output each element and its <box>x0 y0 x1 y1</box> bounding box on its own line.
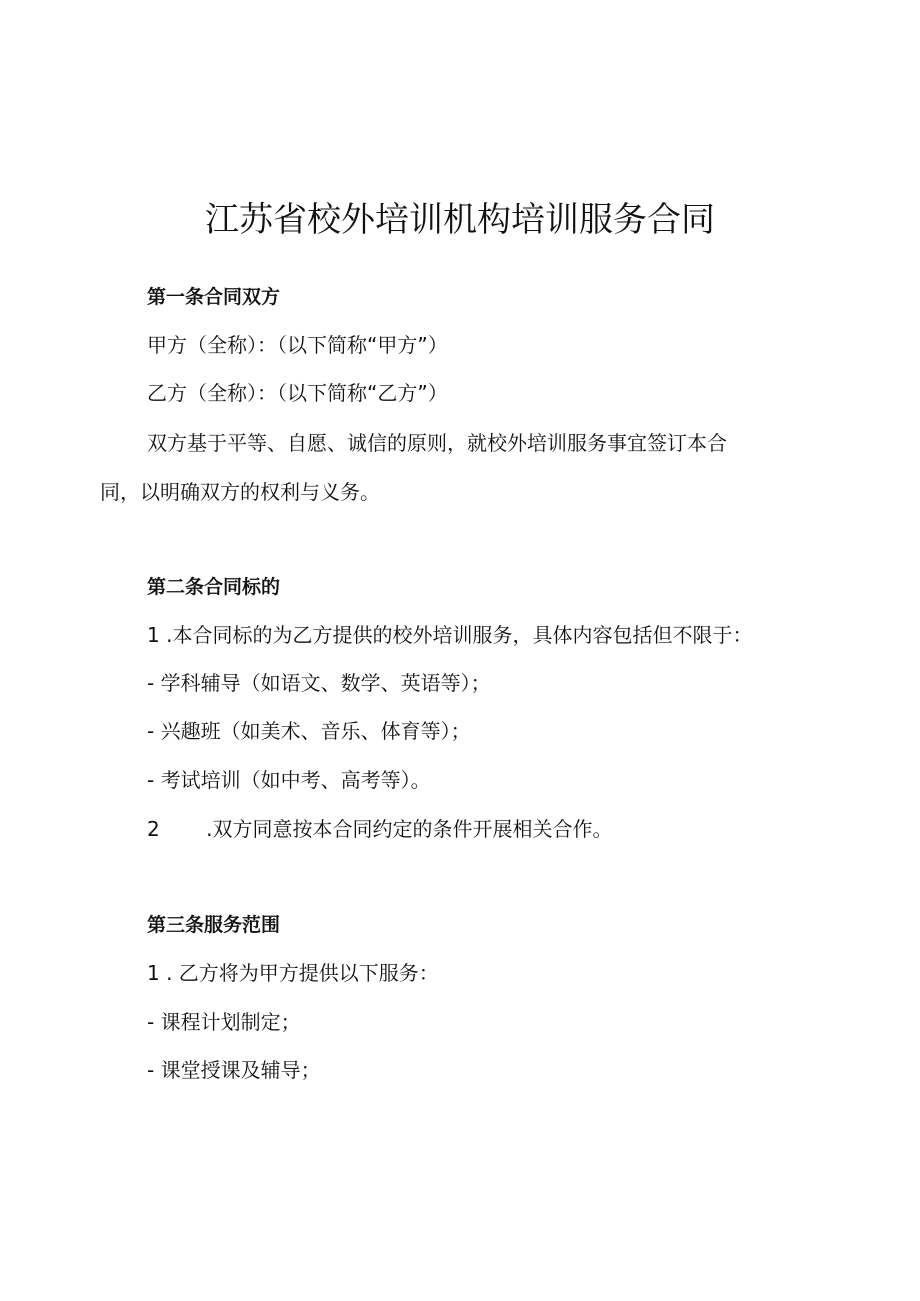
section-heading-2: 第二条合同标的 <box>147 576 281 598</box>
party-b-line: 乙方（全称）：（以下简称“乙方”） <box>147 381 448 405</box>
list-item: - 考试培训（如中考、高考等）。 <box>147 768 431 792</box>
clause-item-1: 1 . 乙方将为甲方提供以下服务： <box>147 961 439 985</box>
section-heading-3: 第三条服务范围 <box>147 914 281 936</box>
list-item: - 课堂授课及辅导； <box>147 1058 321 1082</box>
clause-item-2: 2 .双方同意按本合同约定的条件开展相关合作。 <box>147 817 613 841</box>
paragraph-line: 双方基于平等、自愿、诚信的原则，就校外培训服务事宜签订本合 <box>147 431 727 455</box>
list-item: - 兴趣班（如美术、音乐、体育等）； <box>147 719 471 743</box>
list-item: - 学科辅导（如语文、数学、英语等）； <box>147 671 491 695</box>
document-title: 江苏省校外培训机构培训服务合同 <box>205 199 715 240</box>
section-heading-1: 第一条合同双方 <box>147 286 281 308</box>
paragraph-line: 同，以明确双方的权利与义务。 <box>100 480 380 504</box>
party-a-line: 甲方（全称）：（以下简称“甲方”） <box>147 333 448 357</box>
clause-item-1: 1 .本合同标的为乙方提供的校外培训服务，具体内容包括但不限于： <box>147 623 753 647</box>
list-item: - 课程计划制定； <box>147 1010 301 1034</box>
